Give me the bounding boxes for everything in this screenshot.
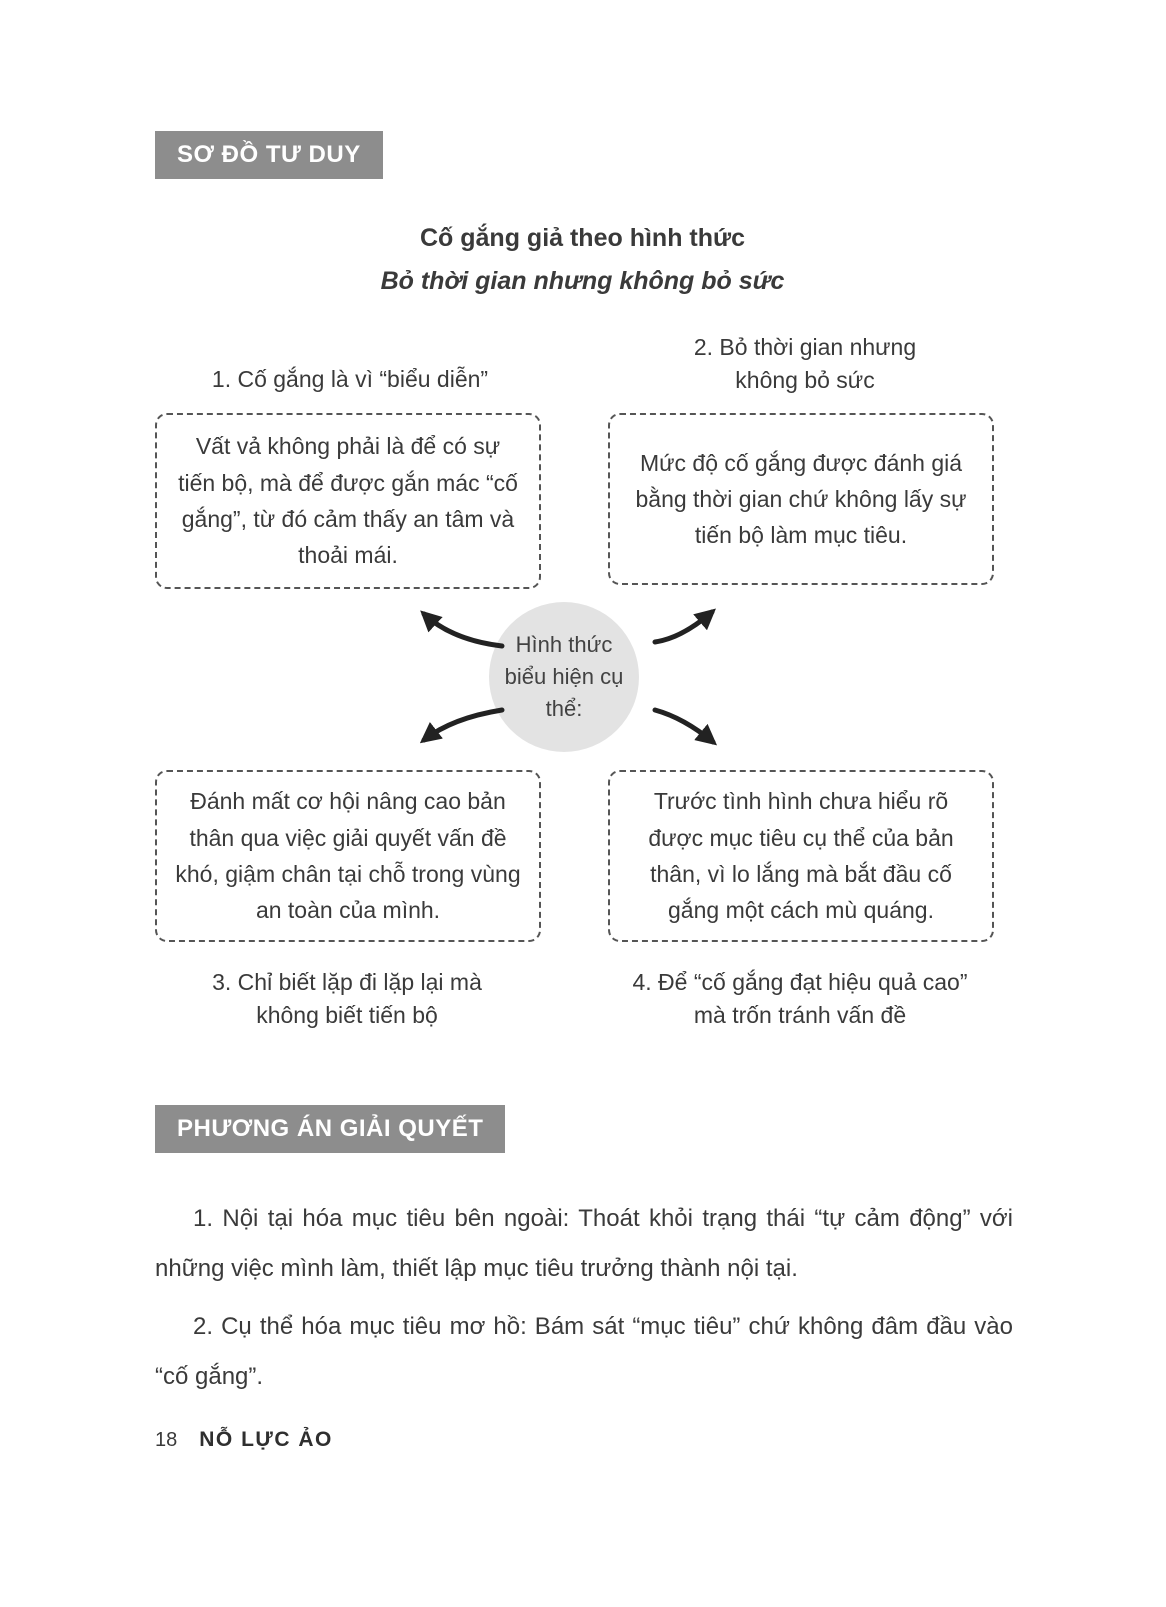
node-3-label: 3. Chỉ biết lặp đi lặp lại mà không biết tiến bộ [212,969,482,1029]
node-1-label: 1. Cố gắng là vì “biểu diễn” [211,366,489,392]
node-4-text: Trước tình hình chưa hiểu rõ được mục tiêu cụ thể của bản thân, vì lo lắng mà bắt đầu cố gắng một cách mù quáng. [648,788,954,924]
diagram-title: Cố gắng giả theo hình thức [419,224,746,252]
node-4-label: 4. Để “cố gắng đạt hiệu quả cao” mà trốn tránh vấn đề [632,969,968,1029]
mindmap-section-badge-label: SƠ ĐỒ TƯ DUY [177,141,361,168]
page-number: 18 [155,1429,178,1451]
solution-section-badge-label: PHƯƠNG ÁN GIẢI QUYẾT [177,1115,484,1142]
arrow-up-left-icon [424,614,502,646]
solution-section-badge [155,1105,505,1153]
node-2-label: 2. Bỏ thời gian nhưng không bỏ sức [693,334,917,394]
node-3-text: Đánh mất cơ hội nâng cao bản thân qua việc giải quyết vấn đề khó, giậm chân tại chỗ trong vùng an toàn của mình. [175,788,521,924]
diagram-center-label: Hình thức biểu hiện cụ thể: [504,632,624,721]
arrow-up-right-icon [655,612,712,642]
book-title: NỖ LỰC ẢO [199,1428,333,1451]
node-2-box [608,413,994,585]
node-2-text: Mức độ cố gắng được đánh giá bằng thời gian chứ không lấy sự tiến bộ làm mục tiêu. [635,449,967,549]
solution-paragraph-1: 1. Nội tại hóa mục tiêu bên ngoài: Thoát khỏi trạng thái “tự cảm động” với những việc mình làm, thiết lập mục tiêu trưởng thành nội tại. [155,1205,1013,1282]
diagram-arrows [150,580,1010,780]
page-footer [155,1428,333,1452]
node-4-box [608,770,994,942]
arrow-down-right-icon [655,710,713,742]
arrow-down-left-icon [424,710,502,740]
node-3-box [155,770,541,942]
diagram-subtitle: Bỏ thời gian nhưng không bỏ sức [380,267,785,295]
solution-paragraph-2: 2. Cụ thể hóa mục tiêu mơ hồ: Bám sát “mục tiêu” chứ không đâm đầu vào “cố gắng”. [155,1313,1013,1390]
node-1-text: Vất vả không phải là để có sự tiến bộ, mà để được gắn mác “cố gắng”, từ đó cảm thấy an tâm và thoải mái. [178,433,518,569]
mindmap-section-badge [155,131,383,179]
node-1-box [155,413,541,589]
